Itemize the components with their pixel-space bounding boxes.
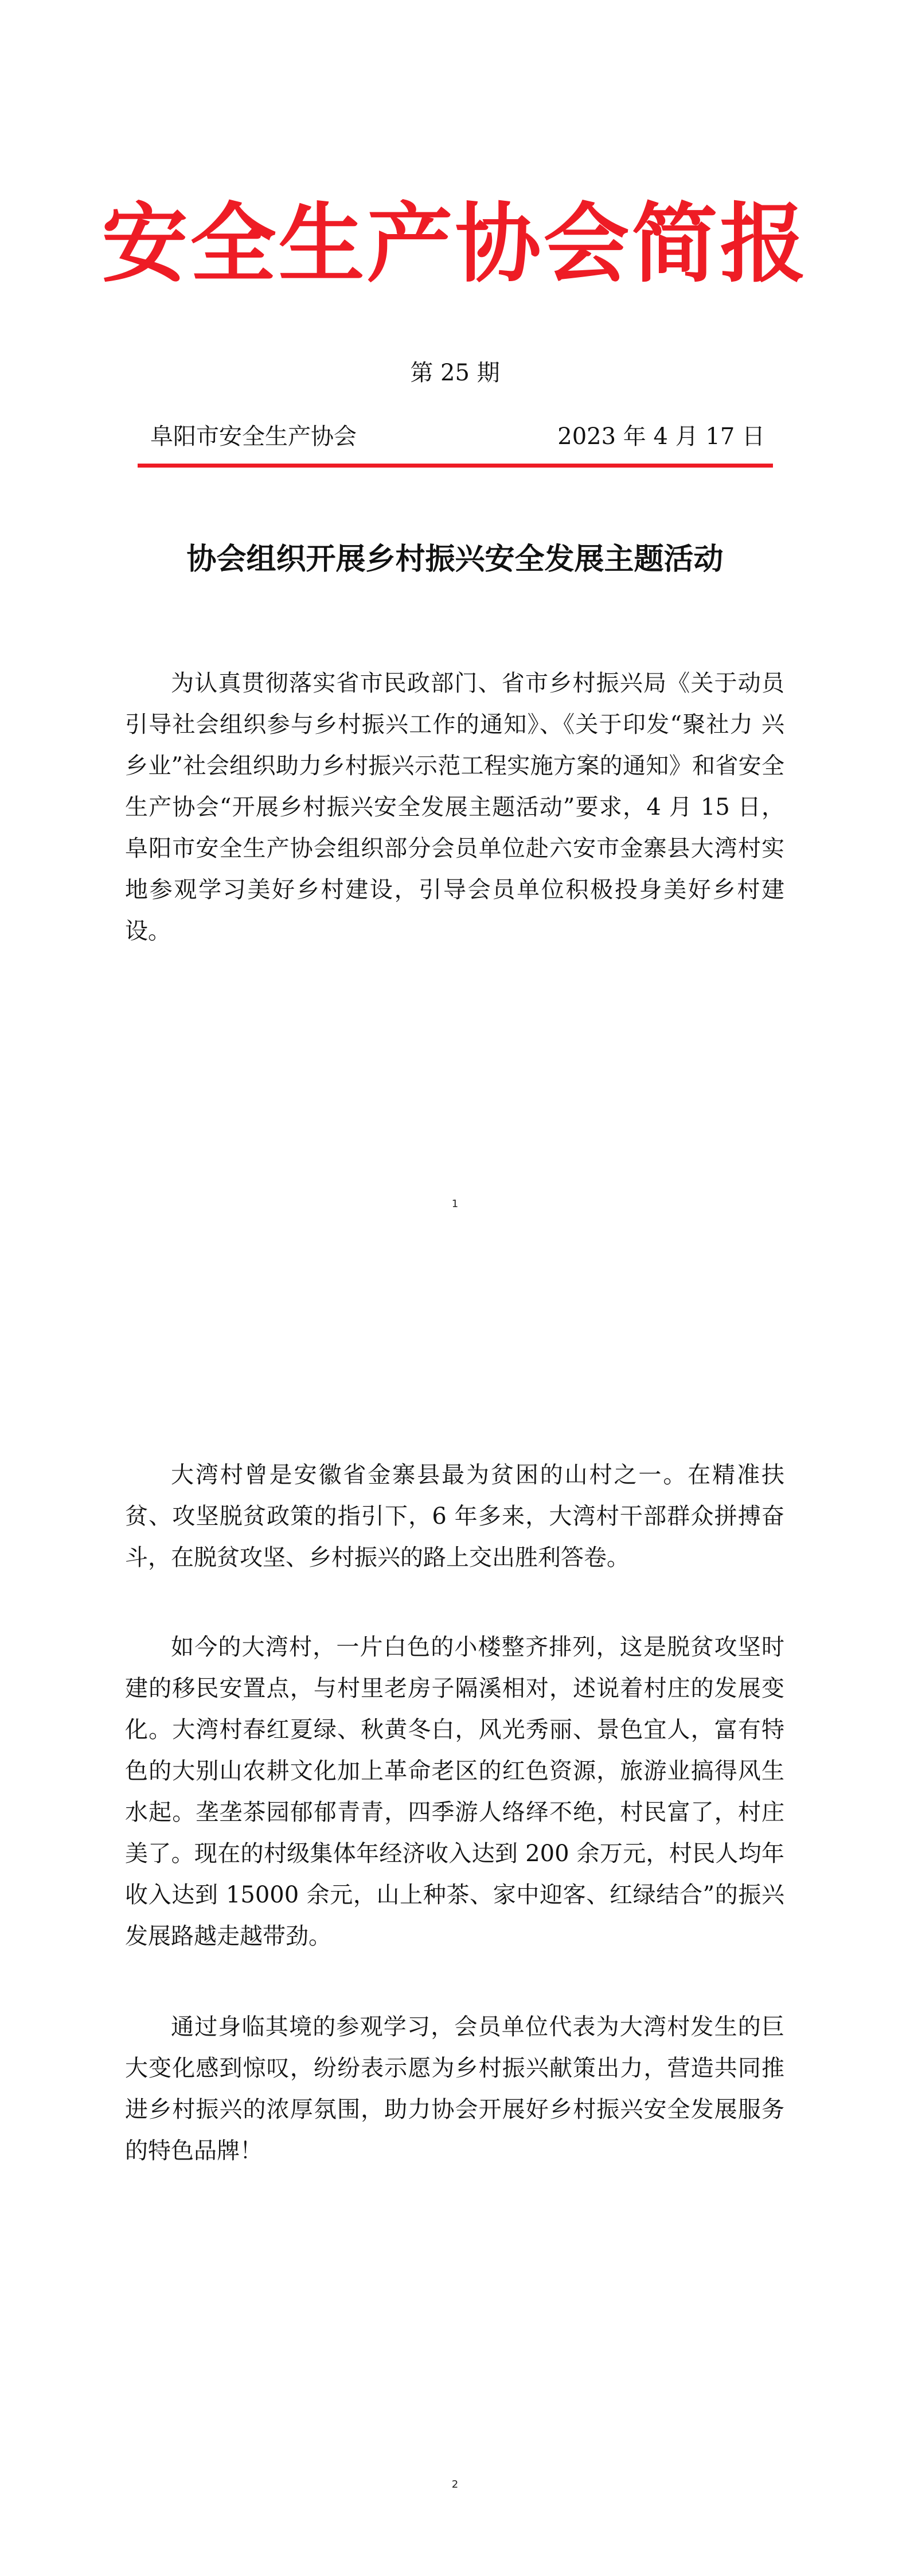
issue-number: 第 25 期 — [410, 360, 500, 386]
publisher-name: 阜阳市安全生产协会 — [150, 423, 357, 450]
page-number: 1 — [451, 1198, 459, 1210]
article-paragraph-1: 为认真贯彻落实省市民政部门、省市乡村振兴局《关于动员引导社会组织参与乡村振兴工作的通知》、《关于印发“聚社力 兴乡业”社会组织助力乡村振兴示范工程实施方案的通知》和省安全生产协会“开展乡村振兴安全发展主题活动”要求，4 月 15 日，阜阳市安全生产协会组织部分会员单位赴六安市金寨县大湾村实地参观学习美好乡村建设，引导会员单位积极投身美好乡村建设。 — [125, 670, 784, 944]
page-number: 2 — [451, 2478, 459, 2491]
page-2 — [0, 1288, 910, 2576]
masthead-divider — [138, 464, 773, 468]
publish-date: 2023 年 4 月 17 日 — [557, 423, 765, 450]
masthead-title: 安全生产协会简报 — [101, 193, 809, 294]
article-paragraph-3: 如今的大湾村，一片白色的小楼整齐排列，这是脱贫攻坚时建的移民安置点，与村里老房子隔溪相对，述说着村庄的发展变化。大湾村春红夏绿、秋黄冬白，风光秀丽、景色宜人，富有特色的大别山农耕文化加上革命老区的红色资源，旅游业搞得风生水起。垄垄茶园郁郁青青，四季游人络绎不绝，村民富了，村庄美了。现在的村级集体年经济收入达到 200 余万元，村民人均年收入达到 15000 余元，山上种茶、家中迎客、红绿结合”的振兴发展路越走越带劲。 — [125, 1634, 784, 1949]
article-paragraph-2: 大湾村曾是安徽省金寨县最为贫困的山村之一。在精准扶贫、攻坚脱贫政策的指引下，6 年多来，大湾村干部群众拼搏奋斗，在脱贫攻坚、乡村振兴的路上交出胜利答卷。 — [125, 1462, 784, 1571]
article-title: 协会组织开展乡村振兴安全发展主题活动 — [186, 542, 724, 577]
article-paragraph-4: 通过身临其境的参观学习，会员单位代表为大湾村发生的巨大变化感到惊叹，纷纷表示愿为乡村振兴献策出力，营造共同推进乡村振兴的浓厚氛围，助力协会开展好乡村振兴安全发展服务的特色品牌！ — [125, 2014, 784, 2164]
